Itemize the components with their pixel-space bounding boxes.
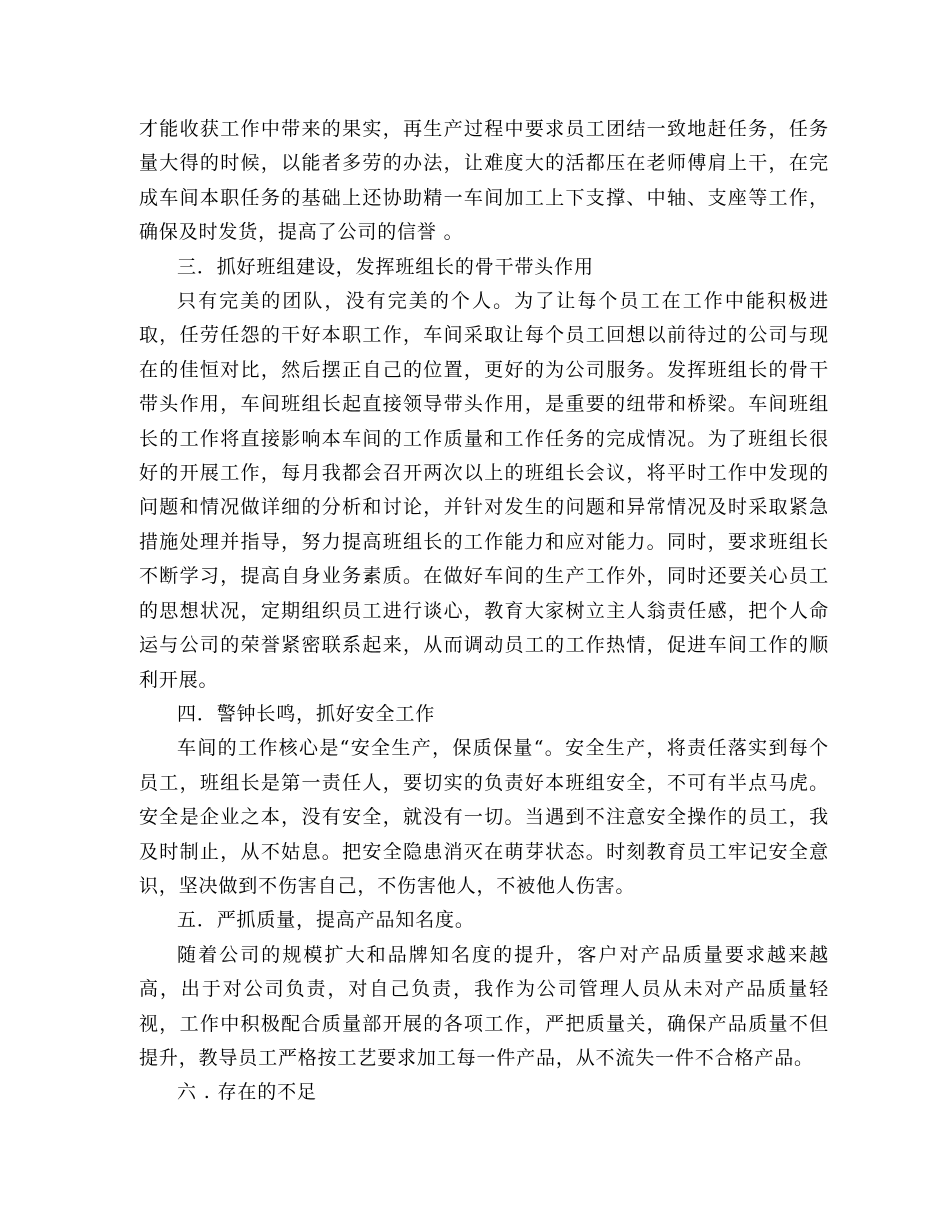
paragraph-intro-continued: 才能收获工作中带来的果实，再生产过程中要求员工团结一致地赶任务，任务量大得的时候，以能者多劳的办法，让难度大的活都压在老师傅肩上干，在完成车间本职任务的基础上还协助精一车间加工上下支撑、中轴、支座等工作，确保及时发货，提高了公司的信誉 。 [139, 118, 829, 244]
paragraph-quality: 随着公司的规模扩大和品牌知名度的提升，客户对产品质量要求越来越高，出于对公司负责，对自己负责，我作为公司管理人员从未对产品质量轻视，工作中积极配合质量部开展的各项工作，严把质量关，确保产品质量不但提升，教导员工严格按工艺要求加工每一件产品，从不流失一件不合格产品。 [139, 943, 829, 1069]
section-heading-3: 三．抓好班组建设，发挥班组长的骨干带头作用 [177, 255, 594, 278]
section-heading-5: 五．严抓质量，提高产品知名度。 [177, 909, 475, 932]
document-body [139, 112, 829, 1110]
section-heading-6: 六 . 存在的不足 [177, 1081, 317, 1104]
paragraph-safety: 车间的工作核心是“安全生产，保质保量“。安全生产，将责任落实到每个员工，班组长是第一责任人，要切实的负责好本班组安全，不可有半点马虎。安全是企业之本，没有安全，就没有一切。当遇到不注意安全操作的员工，我及时制止，从不姑息。把安全隐患消灭在萌芽状态。时刻教育员工牢记安全意识，坚决做到不伤害自己，不伤害他人，不被他人伤害。 [139, 737, 829, 897]
section-heading-4: 四．警钟长鸣，抓好安全工作 [177, 702, 436, 725]
paragraph-team-building: 只有完美的团队，没有完美的个人。为了让每个员工在工作中能积极进取，任劳任怨的干好本职工作，车间采取让每个员工回想以前待过的公司与现在的佳恒对比，然后摆正自己的位置，更好的为公司服务。发挥班组长的骨干带头作用，车间班组长起直接领导带头作用，是重要的纽带和桥梁。车间班组长的工作将直接影响本车间的工作质量和工作任务的完成情况。为了班组长很好的开展工作，每月我都会召开两次以上的班组长会议，将平时工作中发现的问题和情况做详细的分析和讨论，并针对发生的问题和异常情况及时采取紧急措施处理并指导，努力提高班组长的工作能力和应对能力。同时，要求班组长不断学习，提高自身业务素质。在做好车间的生产工作外，同时还要关心员工的思想状况，定期组织员工进行谈心，教育大家树立主人翁责任感，把个人命运与公司的荣誉紧密联系起来，从而调动员工的工作热情，促进车间工作的顺利开展。 [139, 290, 829, 691]
